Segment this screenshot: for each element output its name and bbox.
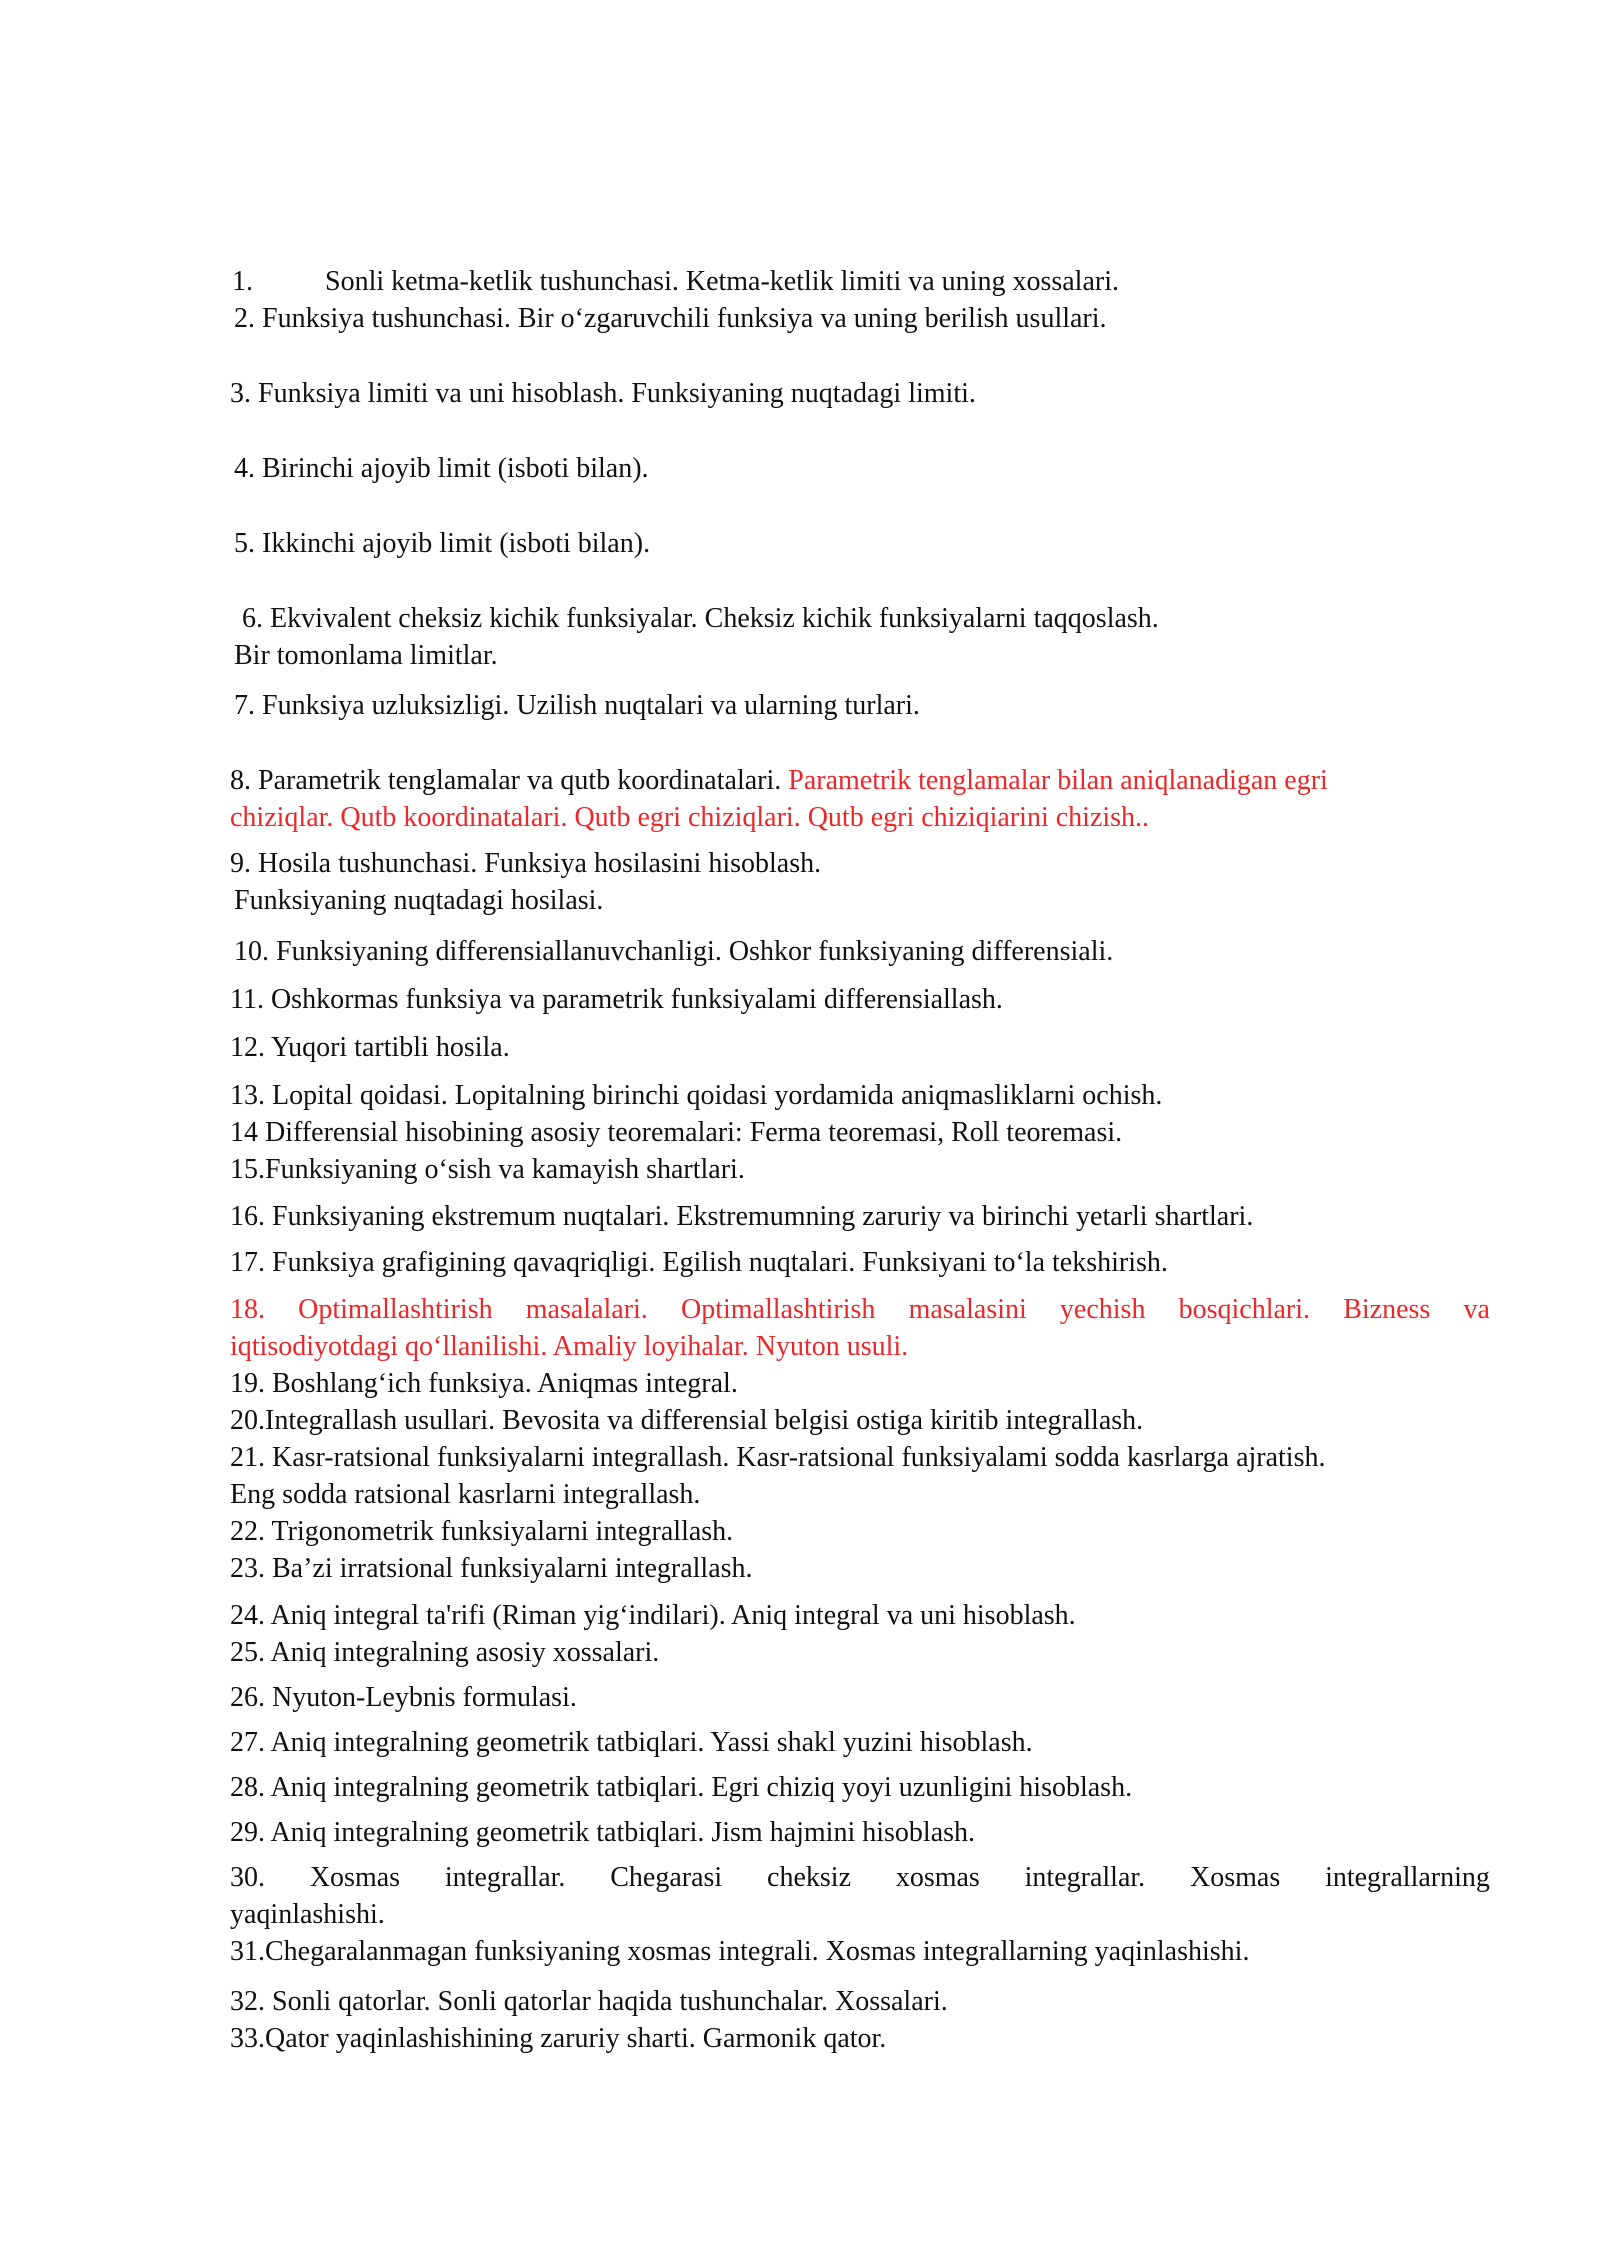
item-25: 25. Aniq integralning asosiy xossalari. [230, 1637, 660, 1668]
item-30-word: 30. [230, 1862, 265, 1893]
item-14: 14 Differensial hisobining asosiy teoremalari: Ferma teoremasi, Roll teoremasi. [230, 1117, 1123, 1148]
item-8-text: 8. Parametrik tenglamalar va qutb koordinatalari. [230, 765, 782, 796]
item-30-word: Xosmas [309, 1862, 401, 1893]
item-30-line2: yaqinlashishi. [230, 1899, 385, 1930]
item-13: 13. Lopital qoidasi. Lopitalning birinchi qoidasi yordamida aniqmasliklarni ochish. [230, 1080, 1163, 1111]
item-33: 33.Qator yaqinlashishining zaruriy sharti. Garmonik qator. [230, 2023, 887, 2054]
item-18-word: bosqichlari. [1178, 1294, 1311, 1325]
item-9-line2: Funksiyaning nuqtadagi hosilasi. [234, 885, 604, 916]
item-5: 5. Ikkinchi ajoyib limit (isboti bilan). [234, 528, 651, 559]
item-30-word: integrallar. [1024, 1862, 1146, 1893]
item-30-word: Xosmas [1190, 1862, 1281, 1893]
item-4: 4. Birinchi ajoyib limit (isboti bilan). [234, 453, 649, 484]
item-32: 32. Sonli qatorlar. Sonli qatorlar haqida tushunchalar. Xossalari. [230, 1986, 948, 2017]
item-18-word: va [1463, 1294, 1490, 1325]
item-10: 10. Funksiyaning differensiallanuvchanligi. Oshkor funksiyaning differensiali. [234, 936, 1114, 967]
item-21-line2: Eng sodda ratsional kasrlarni integrallash. [230, 1479, 701, 1510]
item-18-word: yechish [1059, 1294, 1146, 1325]
item-11: 11. Oshkormas funksiya va parametrik funksiyalami differensiallash. [230, 984, 1003, 1015]
item-1-number: 1. [232, 266, 253, 297]
item-26: 26. Nyuton-Leybnis formulasi. [230, 1682, 577, 1713]
item-30-line1 [230, 1864, 1490, 1892]
item-6-line2: Bir tomonlama limitlar. [234, 640, 498, 671]
item-9-line1: 9. Hosila tushunchasi. Funksiya hosilasini hisoblash. [230, 848, 822, 879]
item-20: 20.Integrallash usullari. Bevosita va differensial belgisi ostiga kiritib integrallash. [230, 1405, 1144, 1436]
item-18-word: 18. [230, 1294, 265, 1325]
item-6-line1: 6. Ekvivalent cheksiz kichik funksiyalar. Cheksiz kichik funksiyalarni taqqoslash. [242, 603, 1159, 634]
item-29: 29. Aniq integralning geometrik tatbiqlari. Jism hajmini hisoblash. [230, 1817, 976, 1848]
item-30-word: Chegarasi [610, 1862, 723, 1893]
item-18-word: Optimallashtirish [680, 1294, 876, 1325]
item-18-line1 [230, 1296, 1490, 1324]
item-30-word: cheksiz [767, 1862, 851, 1893]
item-18-word: masalalari. [525, 1294, 648, 1325]
item-22: 22. Trigonometrik funksiyalarni integrallash. [230, 1516, 734, 1547]
item-8-highlight: Parametrik tenglamalar bilan aniqlanadigan egri [788, 765, 1328, 796]
item-17: 17. Funksiya grafigining qavaqriqligi. Egilish nuqtalari. Funksiyani to‘la tekshirish. [230, 1247, 1168, 1278]
item-28: 28. Aniq integralning geometrik tatbiqlari. Egri chiziq yoyi uzunligini hisoblash. [230, 1772, 1133, 1803]
item-8-line1 [230, 767, 1328, 795]
item-16: 16. Funksiyaning ekstremum nuqtalari. Ekstremumning zaruriy va birinchi yetarli shartlari. [230, 1201, 1254, 1232]
item-7: 7. Funksiya uzluksizligi. Uzilish nuqtalari va ularning turlari. [234, 690, 920, 721]
item-3: 3. Funksiya limiti va uni hisoblash. Funksiyaning nuqtadagi limiti. [230, 378, 976, 409]
item-1: Sonli ketma-ketlik tushunchasi. Ketma-ketlik limiti va uning xossalari. [325, 266, 1119, 297]
item-18-word: Bizness [1343, 1294, 1431, 1325]
item-19: 19. Boshlang‘ich funksiya. Aniqmas integral. [230, 1368, 738, 1399]
item-18-word: Optimallashtirish [298, 1294, 493, 1325]
item-2: 2. Funksiya tushunchasi. Bir o‘zgaruvchili funksiya va uning berilish usullari. [234, 303, 1107, 334]
item-30-word: integrallarning [1325, 1862, 1490, 1893]
item-31: 31.Chegaralanmagan funksiyaning xosmas integrali. Xosmas integrallarning yaqinlashishi. [230, 1936, 1250, 1967]
item-8-line2: chiziqlar. Qutb koordinatalari. Qutb egri chiziqlari. Qutb egri chiziqiarini chizish.. [230, 802, 1150, 833]
item-23: 23. Ba’zi irratsional funksiyalarni integrallash. [230, 1553, 753, 1584]
item-30-word: integrallar. [444, 1862, 566, 1893]
item-24: 24. Aniq integral ta'rifi (Riman yig‘indilari). Aniq integral va uni hisoblash. [230, 1600, 1076, 1631]
item-21-line1: 21. Kasr-ratsional funksiyalarni integrallash. Kasr-ratsional funksiyalami sodda kasrlarga ajratish. [230, 1442, 1326, 1473]
item-27: 27. Aniq integralning geometrik tatbiqlari. Yassi shakl yuzini hisoblash. [230, 1727, 1033, 1758]
item-15: 15.Funksiyaning o‘sish va kamayish shartlari. [230, 1154, 745, 1185]
item-18-line2: iqtisodiyotdagi qo‘llanilishi. Amaliy loyihalar. Nyuton usuli. [230, 1331, 909, 1362]
item-12: 12. Yuqori tartibli hosila. [230, 1032, 510, 1063]
item-18-word: masalasini [908, 1294, 1027, 1325]
item-30-word: xosmas [895, 1862, 980, 1893]
